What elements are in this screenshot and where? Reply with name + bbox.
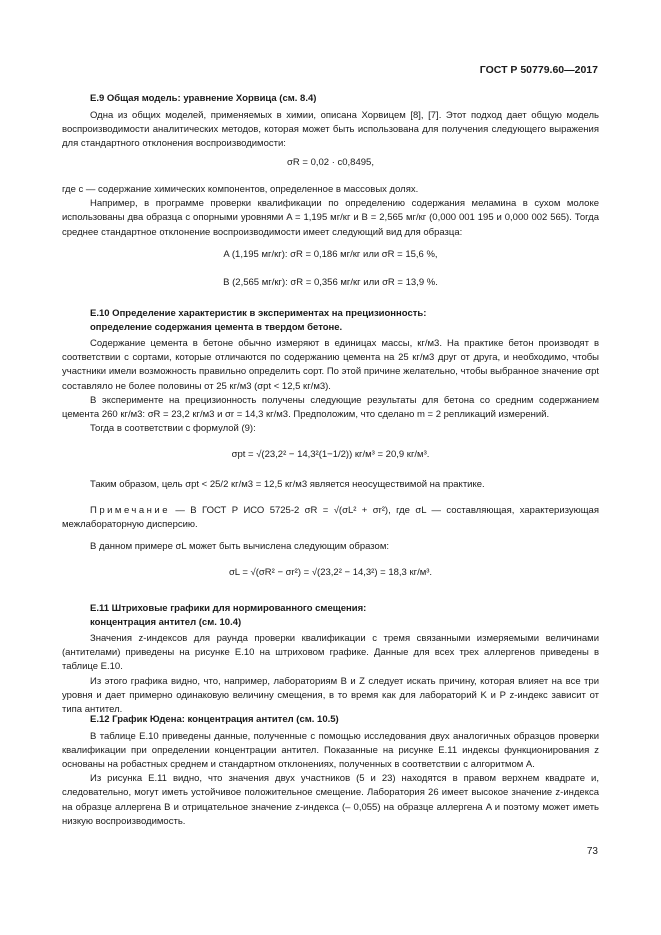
equation-sample-a-text: A (1,195 мг/кг): σR = 0,186 мг/кг или σR = 15,6 %, — [223, 249, 438, 260]
e10-note — [62, 504, 599, 532]
horwitz-equation — [62, 156, 599, 170]
section-e10 — [62, 307, 599, 436]
section-e9 — [62, 92, 599, 151]
e10-paragraph-3: Тогда в соответствии с формулой (9): — [90, 423, 256, 435]
page-number: 73 — [586, 846, 598, 857]
note-label: Примечание — [90, 505, 170, 516]
e11-paragraph-2: Из этого графика видно, что, например, лабораториям B и Z следует искать причину, которая влияет на все три уровня и дает примерно одинаковую величину смещения, в то время как для лабораторий K и P z-индекс зависит от типа антител. — [62, 675, 599, 716]
e12-paragraph-2: Из рисунка Е.11 видно, что значения двух участников (5 и 23) находятся в правом верхнем квадрате и, следовательно, могут иметь устойчивое положительное смещение. Лаборатория 26 имеет высокое значение z-индекса на образце аллергена B и отрицательное значение z-индекса (– 0,055) на образце аллергена A и поэтому может иметь низкую воспроизводимость. — [62, 773, 599, 827]
equation-sample-b-text: B (2,565 мг/кг): σR = 0,356 мг/кг или σR = 13,9 %. — [223, 277, 438, 288]
section-e11-title-line1: Е.11 Штриховые графики для нормированного смещения: — [90, 603, 367, 614]
equation-sigma-l — [62, 566, 599, 580]
e9-paragraph-3: Например, в программе проверки квалификации по определению содержания меламина в сухом молоке использованы два образца с опорными уровнями A = 1,195 мг/кг и B = 2,565 мг/кг (0,000 001 195 и 0,000 002 565). Тогда среднее стандартное отклонение воспроизводимости имеет следующий вид для образца: — [62, 198, 599, 238]
e10-conclusion — [62, 478, 599, 492]
section-e12-title: Е.12 График Юдена: концентрация антител (см. 10.5) — [90, 714, 339, 725]
e12-paragraph-1: В таблице Е.10 приведены данные, полученные с помощью исследования двух аналогичных образцов проверки квалификации при определении концентрации антител. Показанные на рисунке Е.11 индексы функционирования z основаны на робастных среднем и стандартном отклонениях, полученных в соответствии с алгоритмом A. — [62, 730, 599, 770]
e10-example — [62, 540, 599, 554]
equation-sample-a — [62, 248, 599, 262]
e9-body — [62, 183, 599, 240]
document-id-header: ГОСТ Р 50779.60—2017 — [479, 64, 598, 76]
e10-paragraph-1: Содержание цемента в бетоне обычно измеряют в единицах массы, кг/м3. На практике бетон производят в соответствии с сортами, которые отличаются по содержанию цемента на 25 кг/м3 друг от друга, и необходимо, чтобы участники имели возможность правильно определить сорт. По этой причине желательно, чтобы выбранное значение σpt составляло не более половины от 25 кг/м3 (σpt < 12,5 кг/м3). — [62, 338, 599, 392]
section-e11-title-line2: концентрация антител (см. 10.4) — [90, 616, 242, 628]
section-e11 — [62, 602, 599, 717]
equation-sigma-pt-text: σpt = √(23,2² − 14,3²(1−1/2)) кг/м³ = 20,9 кг/м³. — [231, 449, 430, 460]
e10-paragraph-2: В эксперименте на прецизионность получены следующие результаты для бетона со средним содержанием цемента 260 кг/м3: σR = 23,2 кг/м3 и σr = 14,3 кг/м3. Предположим, что сделано m = 2 репликаций измерений. — [62, 394, 599, 421]
horwitz-equation-text: σR = 0,02 · c0,8495, — [287, 157, 374, 168]
e11-paragraph-1: Значения z-индексов для раунда проверки квалификации с тремя связанными измеряемыми величинами (антителами) приведены на рисунке Е.10 на штриховом графике. Данные для всех трех аллергенов приведены в таблице Е.10. — [62, 633, 599, 673]
e9-paragraph-1: Одна из общих моделей, применяемых в химии, описана Хорвицем [8], [7]. Этот подход дает общую модель воспроизводимости аналитических методов, которая может быть использована для получения следующего выражения для стандартного отклонения воспроизводимости: — [62, 109, 599, 149]
section-e10-title-line1: Е.10 Определение характеристик в экспериментах на прецизионность: — [90, 308, 427, 319]
e10-paragraph-5: В данном примере σL может быть вычислена следующим образом: — [90, 541, 390, 552]
section-e9-title: Е.9 Общая модель: уравнение Хорвица (см. 8.4) — [90, 93, 317, 104]
e9-paragraph-2: где с — содержание химических компонентов, определенное в массовых долях. — [62, 184, 419, 195]
section-e12 — [62, 713, 599, 829]
equation-sigma-l-text: σL = √(σR² − σr²) = √(23,2² − 14,3²) = 18,3 кг/м³. — [228, 567, 433, 578]
section-e10-title-line2: определение содержания цемента в твердом бетоне. — [90, 321, 343, 333]
equation-sample-b — [62, 276, 599, 290]
equation-sigma-pt — [62, 448, 599, 462]
e10-paragraph-4: Таким образом, цель σpt < 25/2 кг/м3 = 12,5 кг/м3 является неосуществимой на практике. — [90, 479, 485, 490]
note-text: — В ГОСТ Р ИСО 5725-2 σR = √(σL² + σr²), где σL — составляющая, характеризующая межлабораторную дисперсию. — [62, 505, 599, 531]
